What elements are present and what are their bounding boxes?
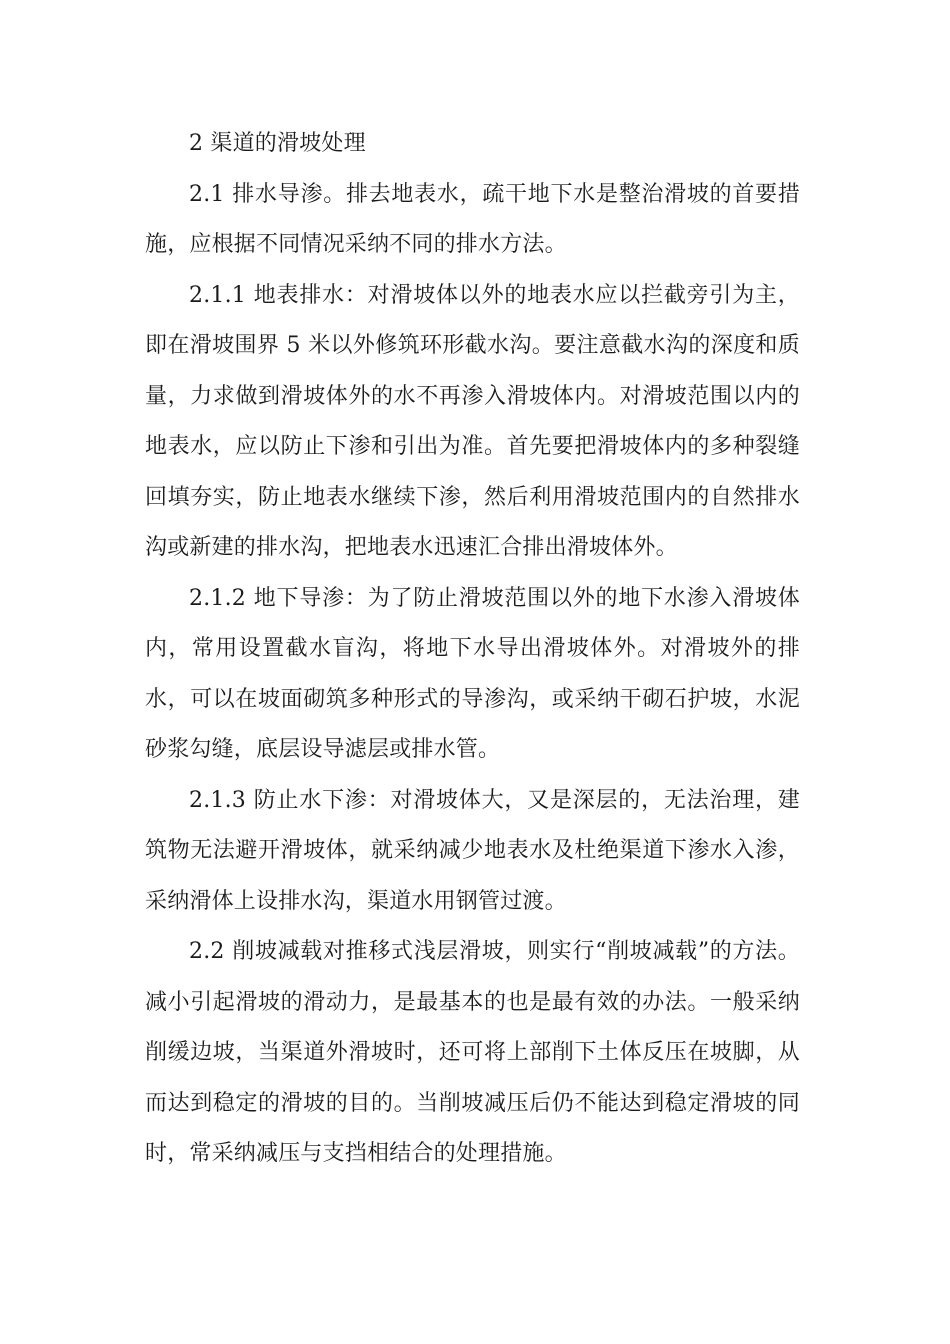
paragraph-2-1-2: 2.1.2 地下导渗：为了防止滑坡范围以外的地下水渗入滑坡体内，常用设置截水盲沟，将地下水导出滑坡体外。对滑坡外的排水，可以在坡面砌筑多种形式的导渗沟，或采纳干砌石护坡，水泥砂浆勾缝，底层设导滤层或排水管。 (145, 585, 800, 762)
section-heading: 2 渠道的滑坡处理 (189, 131, 366, 156)
paragraph-2-1-3: 2.1.3 防止水下渗：对滑坡体大，又是深层的，无法治理，建筑物无法避开滑坡体，就采纳减少地表水及杜绝渠道下渗水入渗，采纳滑体上设排水沟，渠道水用钢管过渡。 (145, 787, 800, 914)
paragraph-2-1: 2.1 排水导渗。排去地表水，疏干地下水是整治滑坡的首要措施，应根据不同情况采纳不同的排水方法。 (145, 181, 800, 257)
paragraph-2-2: 2.2 削坡减载对推移式浅层滑坡，则实行“削坡减载”的方法。减小引起滑坡的滑动力，是最基本的也是最有效的办法。一般采纳削缓边坡，当渠道外滑坡时，还可将上部削下土体反压在坡脚，从而达到稳定的滑坡的目的。当削坡减压后仍不能达到稳定滑坡的同时，常采纳减压与支挡相结合的处理措施。 (145, 939, 800, 1166)
document-body (145, 119, 800, 1180)
paragraph-2-1-1: 2.1.1 地表排水：对滑坡体以外的地表水应以拦截旁引为主，即在滑坡围界 5 米以外修筑环形截水沟。要注意截水沟的深度和质量，力求做到滑坡体外的水不再渗入滑坡体内。对滑坡范围以内的地表水，应以防止下渗和引出为准。首先要把滑坡体内的多种裂缝回填夯实，防止地表水继续下渗，然后利用滑坡范围内的自然排水沟或新建的排水沟，把地表水迅速汇合排出滑坡体外。 (145, 282, 800, 560)
